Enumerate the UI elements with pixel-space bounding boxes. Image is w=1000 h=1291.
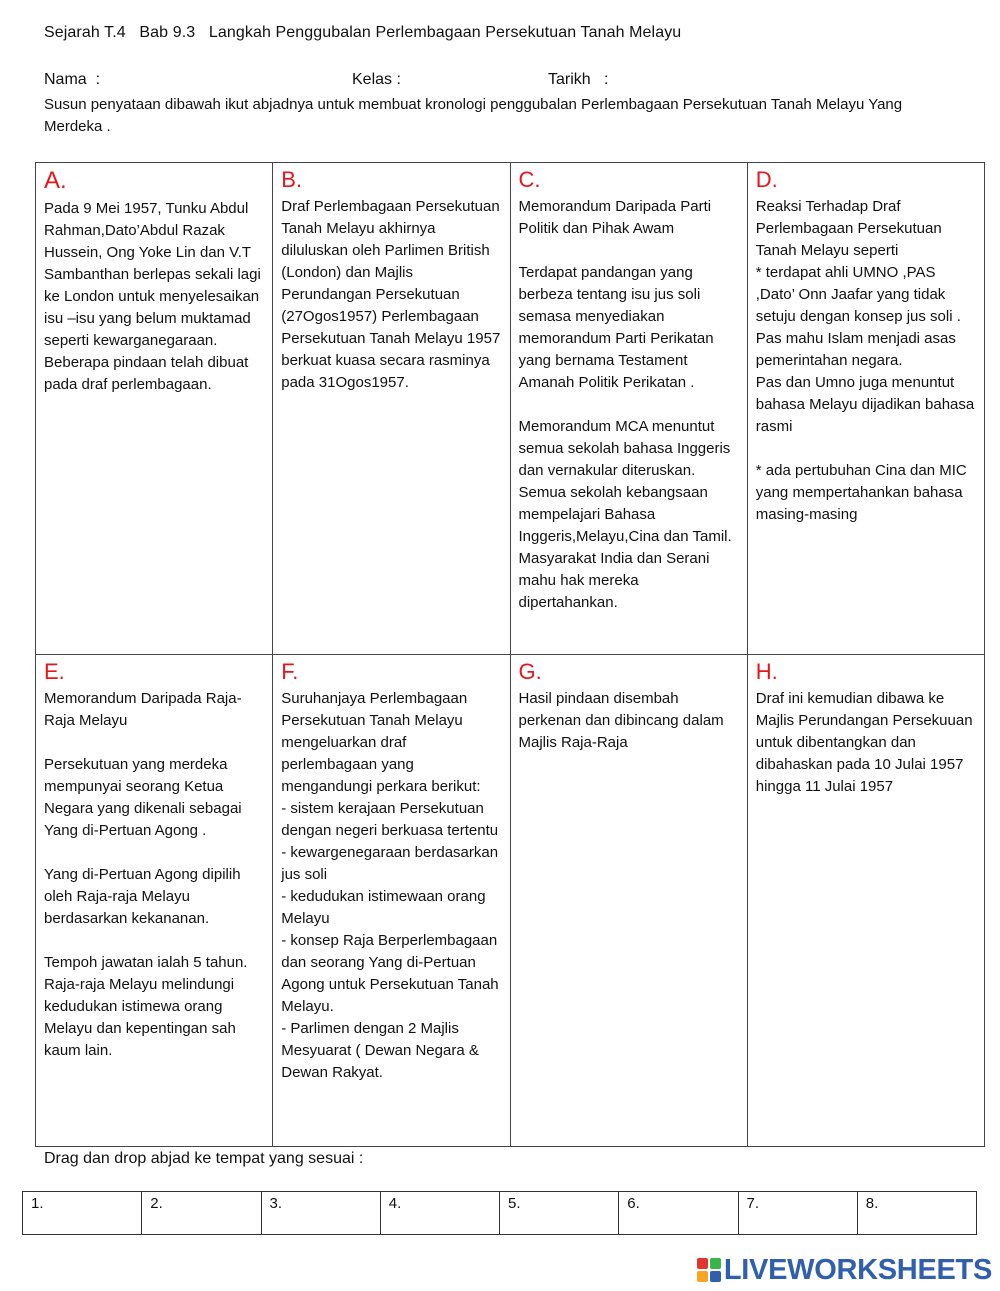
tarikh-label: Tarikh : bbox=[548, 71, 609, 88]
answer-slots-row bbox=[22, 1191, 977, 1235]
drag-instruction: Drag dan drop abjad ke tempat yang sesuai : bbox=[44, 1150, 364, 1167]
answer-slot-input[interactable] bbox=[525, 1195, 595, 1211]
logo-square bbox=[710, 1258, 721, 1269]
card-letter[interactable]: G. bbox=[518, 659, 542, 684]
answer-slot-input[interactable] bbox=[763, 1195, 833, 1211]
card-letter[interactable]: B. bbox=[281, 167, 303, 192]
liveworksheets-logo-icon bbox=[697, 1258, 721, 1282]
card-letter[interactable]: D. bbox=[755, 167, 778, 192]
slot-number: 6. bbox=[627, 1195, 640, 1212]
answer-slot-2[interactable] bbox=[142, 1192, 261, 1235]
slot-number: 8. bbox=[865, 1195, 879, 1212]
answer-slot-input[interactable] bbox=[405, 1195, 475, 1211]
slot-number: 7. bbox=[746, 1195, 760, 1212]
card-text: Pada 9 Mei 1957, Tunku Abdul Rahman,Dato’Abdul Razak Hussein, Ong Yoke Lin dan V.T Sambanthan berlepas sekali lagi ke London untuk menyelesaikan isu –isu yang belum muktamad seperti kewarganegaraan. Beberapa pindaan telah dibuat pada draf perlembagaan. bbox=[44, 200, 261, 393]
answer-slot-6[interactable] bbox=[619, 1192, 738, 1235]
instruction-text: Susun penyataan dibawah ikut abjadnya untuk membuat kronologi penggubalan Perlembagaan Persekutuan Tanah Melayu Yang Merdeka . bbox=[44, 96, 903, 135]
card-text: Hasil pindaan disembah perkenan dan dibincang dalam Majlis Raja-Raja bbox=[518, 690, 724, 751]
slot-number: 5. bbox=[508, 1195, 521, 1212]
slot-number: 3. bbox=[269, 1195, 283, 1212]
answer-slot-4[interactable] bbox=[380, 1192, 499, 1235]
logo-square bbox=[697, 1271, 708, 1282]
card-d bbox=[747, 163, 984, 655]
worksheet-title: Sejarah T.4 Bab 9.3 Langkah Penggubalan Perlembagaan Persekutuan Tanah Melayu bbox=[44, 24, 682, 41]
answer-slot-7[interactable] bbox=[738, 1192, 857, 1235]
card-letter[interactable]: C. bbox=[518, 167, 541, 192]
answer-slot-5[interactable] bbox=[500, 1192, 619, 1235]
card-letter[interactable]: F. bbox=[281, 659, 299, 684]
answer-slot-input[interactable] bbox=[644, 1195, 714, 1211]
statement-grid bbox=[35, 162, 985, 1147]
card-letter[interactable]: H. bbox=[755, 659, 778, 684]
card-c bbox=[510, 163, 747, 655]
card-letter[interactable]: E. bbox=[44, 659, 65, 684]
answer-slot-8[interactable] bbox=[857, 1192, 976, 1235]
answer-slot-input[interactable] bbox=[167, 1195, 237, 1211]
card-text: Reaksi Terhadap Draf Perlembagaan Persekutuan Tanah Melayu seperti * terdapat ahli UMNO ,PAS ,Dato’ Onn Jaafar yang tidak setuju dengan konsep jus soli . Pas mahu Islam menjadi asas pemerintahan negara. Pas dan Umno juga menuntut bahasa Melayu dijadikan bahasa rasmi * ada pertubuhan Cina dan MIC yang mempertahankan bahasa masing-masing bbox=[755, 198, 975, 523]
card-text: Draf ini kemudian dibawa ke Majlis Perundangan Persekuuan untuk dibentangkan dan dibahaskan pada 10 Julai 1957 hingga 11 Julai 1957 bbox=[755, 690, 973, 795]
card-a bbox=[36, 163, 273, 655]
card-letter[interactable]: A. bbox=[44, 167, 67, 194]
card-h bbox=[747, 655, 984, 1147]
card-g bbox=[510, 655, 747, 1147]
answer-slot-1[interactable] bbox=[23, 1192, 142, 1235]
card-e bbox=[36, 655, 273, 1147]
card-f bbox=[273, 655, 510, 1147]
card-b bbox=[273, 163, 510, 655]
answer-slot-input[interactable] bbox=[882, 1195, 952, 1211]
nama-label: Nama : bbox=[44, 71, 101, 88]
kelas-label: Kelas : bbox=[352, 71, 401, 88]
slot-number: 1. bbox=[31, 1195, 44, 1212]
card-text: Draf Perlembagaan Persekutuan Tanah Melayu akhirnya diluluskan oleh Parlimen British (London) dan Majlis Perundangan Persekutuan (27Ogos1957) Perlembagaan Persekutuan Tanah Melayu 1957 berkuat kuasa secara rasminya pada 31Ogos1957. bbox=[281, 198, 501, 391]
brand-name: LIVEWORKSHEETS bbox=[723, 1253, 992, 1286]
slot-number: 4. bbox=[388, 1195, 402, 1212]
liveworksheets-brand[interactable] bbox=[697, 1253, 992, 1286]
logo-square bbox=[710, 1271, 721, 1282]
slot-number: 2. bbox=[150, 1195, 163, 1212]
answer-slot-input[interactable] bbox=[48, 1195, 118, 1211]
answer-slot-input[interactable] bbox=[286, 1195, 356, 1211]
logo-square bbox=[697, 1258, 708, 1269]
card-text: Suruhanjaya Perlembagaan Persekutuan Tanah Melayu mengeluarkan draf perlembagaan yang mengandungi perkara berikut: - sistem kerajaan Persekutuan dengan negeri berkuasa tertentu - kewargenegaraan berdasarkan jus soli - kedudukan istimewaan orang Melayu - konsep Raja Berperlembagaan dan seorang Yang di-Pertuan Agong untuk Persekutuan Tanah Melayu. - Parlimen dengan 2 Majlis Mesyuarat ( Dewan Negara & Dewan Rakyat. bbox=[281, 690, 499, 1081]
answer-slot-3[interactable] bbox=[261, 1192, 380, 1235]
card-text: Memorandum Daripada Raja-Raja Melayu Persekutuan yang merdeka mempunyai seorang Ketua Negara yang dikenali sebagai Yang di-Pertuan Agong . Yang di-Pertuan Agong dipilih oleh Raja-raja Melayu berdasarkan kekananan. Tempoh jawatan ialah 5 tahun. Raja-raja Melayu melindungi kedudukan istimewa orang Melayu dan kepentingan sah kaum lain. bbox=[44, 690, 248, 1059]
card-text: Memorandum Daripada Parti Politik dan Pihak Awam Terdapat pandangan yang berbeza tentang isu jus soli semasa menyediakan memorandum Parti Perikatan yang bernama Testament Amanah Politik Perikatan . Memorandum MCA menuntut semua sekolah bahasa Inggeris dan vernakular diteruskan. Semua sekolah kebangsaan mempelajari Bahasa Inggeris,Melayu,Cina dan Tamil. Masyarakat India dan Serani mahu hak mereka dipertahankan. bbox=[518, 198, 732, 611]
